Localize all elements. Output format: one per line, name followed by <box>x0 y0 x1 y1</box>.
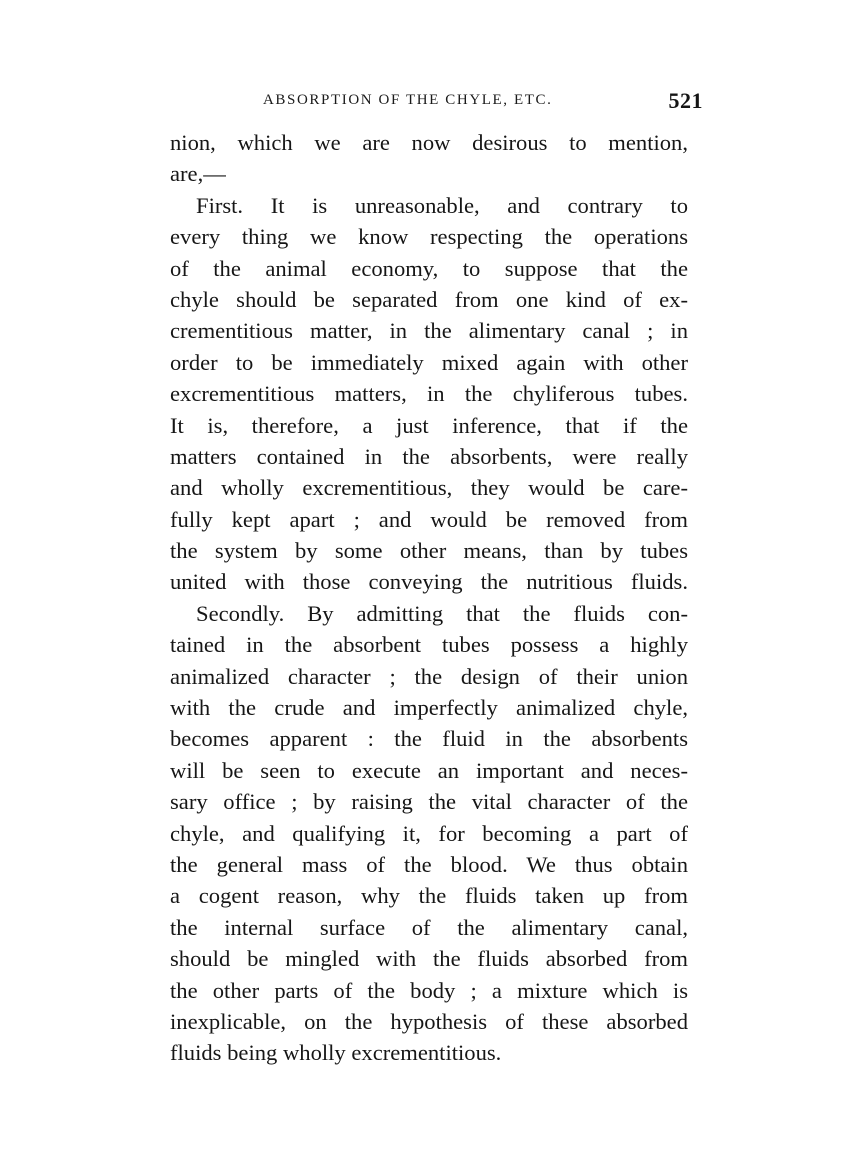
text-line: are,— <box>170 161 226 187</box>
text-line: fully kept apart ; and would be removed from <box>170 506 688 532</box>
text-line: should be mingled with the fluids absorbed from <box>170 946 688 972</box>
text-line: every thing we know respecting the operations <box>170 224 688 250</box>
text-line: excrementitious matters, in the chyliferous tubes. <box>170 381 688 407</box>
text-line: inexplicable, on the hypothesis of these absorbed <box>170 1008 688 1034</box>
text-line: crementitious matter, in the alimentary canal ; in <box>170 318 688 344</box>
text-line: of the animal economy, to suppose that the <box>170 255 688 281</box>
text-line: fluids being wholly excrementitious. <box>170 1040 502 1066</box>
running-title: ABSORPTION OF THE CHYLE, ETC. <box>263 92 553 108</box>
text-line: tained in the absorbent tubes possess a highly <box>170 632 688 658</box>
text-line: nion, which we are now desirous to mention, <box>170 130 688 155</box>
text-line: united with those conveying the nutritious fluids. <box>170 569 688 595</box>
text-line: It is, therefore, a just inference, that if the <box>170 412 688 438</box>
text-line: matters contained in the absorbents, were really <box>170 443 688 469</box>
text-line: a cogent reason, why the fluids taken up from <box>170 883 688 909</box>
text-line: Secondly. By admitting that the fluids con- <box>196 600 688 626</box>
text-line: the system by some other means, than by tubes <box>170 538 688 564</box>
text-line: order to be immediately mixed again with other <box>170 349 688 375</box>
running-head <box>263 88 703 118</box>
text-line: the general mass of the blood. We thus obtain <box>170 851 688 877</box>
text-line: First. It is unreasonable, and contrary to <box>196 192 688 218</box>
text-line: and wholly excrementitious, they would be care- <box>170 475 688 501</box>
page-number: 521 <box>668 88 703 113</box>
text-line: the other parts of the body ; a mixture which is <box>170 977 688 1003</box>
text-line: animalized character ; the design of their union <box>170 663 688 689</box>
text-line: chyle, and qualifying it, for becoming a part of <box>170 820 688 846</box>
text-line: sary office ; by raising the vital character of the <box>170 789 688 815</box>
text-line: becomes apparent : the fluid in the absorbents <box>170 726 688 752</box>
text-line: with the crude and imperfectly animalized chyle, <box>170 695 688 721</box>
body-text <box>170 127 688 1069</box>
text-line: will be seen to execute an important and neces- <box>170 757 688 783</box>
text-line: chyle should be separated from one kind of ex- <box>170 286 688 312</box>
text-line: the internal surface of the alimentary canal, <box>170 914 688 940</box>
